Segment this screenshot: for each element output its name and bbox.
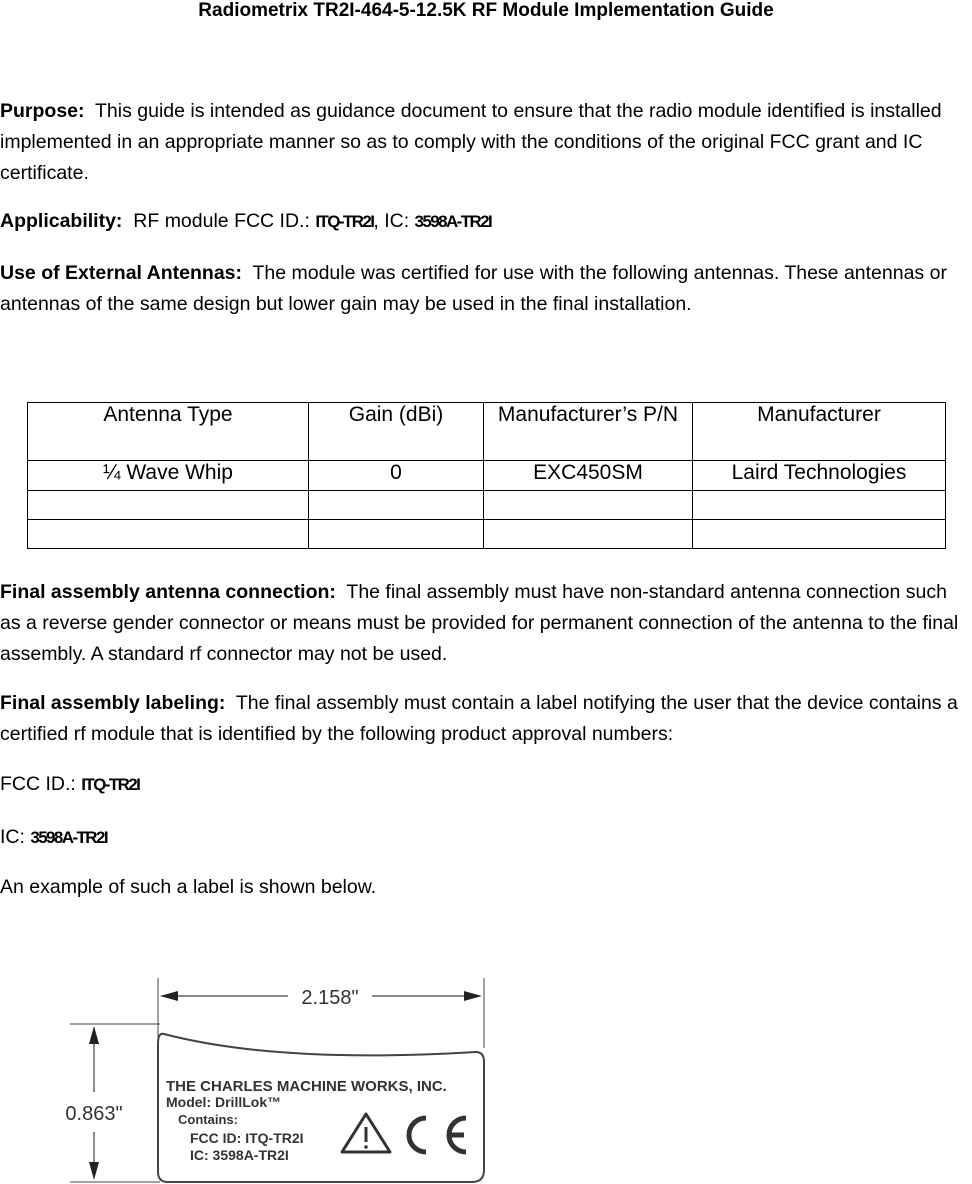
fcc-id-prefix: FCC ID.:	[0, 773, 82, 795]
table-cell	[484, 520, 693, 549]
antennas-paragraph	[0, 258, 970, 320]
label-ic: IC: 3598A-TR2I	[190, 1147, 289, 1163]
table-header-cell: Gain (dBi)	[309, 403, 484, 461]
ic-prefix: IC:	[0, 826, 31, 848]
label-model: Model: DrillLok™	[166, 1094, 282, 1110]
table-cell	[28, 491, 309, 520]
width-dimension: 2.158"	[301, 987, 359, 1009]
labeling-label: Final assembly labeling:	[0, 692, 226, 714]
label-company: THE CHARLES MACHINE WORKS, INC.	[166, 1078, 447, 1095]
height-dimension: 0.863"	[65, 1103, 123, 1125]
purpose-label: Purpose:	[0, 100, 85, 122]
table-row	[28, 461, 946, 491]
table-header-cell: Manufacturer’s P/N	[484, 403, 693, 461]
applicability-paragraph	[0, 206, 970, 237]
antennas-text: The module was certified for use with the following antennas. These antennas or antennas of the same design but lower gain may be used in the final installation.	[0, 262, 947, 315]
table-cell	[309, 520, 484, 549]
purpose-text: This guide is intended as guidance document to ensure that the radio module identified is installed implemented in an appropriate manner so as to comply with the conditions of the original FCC grant and IC certificate.	[0, 100, 942, 184]
ic-value: 3598A-TR2I	[30, 828, 107, 847]
table-cell	[28, 520, 309, 549]
table-header-cell: Manufacturer	[693, 403, 946, 461]
table-cell	[693, 491, 946, 520]
table-header-cell: Antenna Type	[28, 403, 309, 461]
table-row	[28, 491, 946, 520]
fcc-id-value: ITQ-TR2I	[81, 775, 140, 794]
label-drawing	[56, 972, 496, 1184]
table-cell	[484, 491, 693, 520]
labeling-paragraph	[0, 688, 972, 750]
ic-line	[0, 822, 970, 853]
antenna-table	[27, 402, 946, 549]
table-cell: 0	[309, 461, 484, 491]
applicability-label: Applicability:	[0, 210, 123, 232]
table-row	[28, 520, 946, 549]
applicability-mid: , IC:	[373, 210, 415, 232]
antennas-label: Use of External Antennas:	[0, 262, 242, 284]
example-text: An example of such a label is shown below.	[0, 876, 377, 898]
table-header-row	[28, 403, 946, 461]
purpose-paragraph	[0, 96, 970, 189]
table-cell: ¼ Wave Whip	[28, 461, 309, 491]
applicability-text: RF module FCC ID.:	[133, 210, 316, 232]
arrow-up-icon	[89, 1026, 99, 1044]
fcc-id-line	[0, 769, 970, 800]
arrow-down-icon	[89, 1162, 99, 1180]
table-cell	[309, 491, 484, 520]
labeling-text: The final assembly must contain a label notifying the user that the device contains a certified rf module that is identified by the following product approval numbers:	[0, 692, 958, 745]
document-title: Radiometrix TR2I-464-5-12.5K RF Module Implementation Guide	[198, 0, 774, 21]
table-cell: EXC450SM	[484, 461, 693, 491]
applicability-fcc-id: ITQ-TR2I	[315, 212, 374, 231]
connection-label: Final assembly antenna connection:	[0, 581, 336, 603]
table-cell: Laird Technologies	[693, 461, 946, 491]
applicability-ic: 3598A-TR2I	[414, 212, 492, 231]
label-contains: Contains:	[178, 1112, 238, 1127]
connection-paragraph	[0, 577, 970, 670]
connection-text: The final assembly must have non-standard antenna connection such as a reverse gender connector or means must be provided for permanent connection of the antenna to the final assembly. A standard rf connector may not be used.	[0, 581, 959, 665]
table-cell	[693, 520, 946, 549]
label-fcc-id: FCC ID: ITQ-TR2I	[190, 1130, 304, 1146]
arrow-left-icon	[160, 991, 178, 1001]
arrow-right-icon	[464, 991, 482, 1001]
